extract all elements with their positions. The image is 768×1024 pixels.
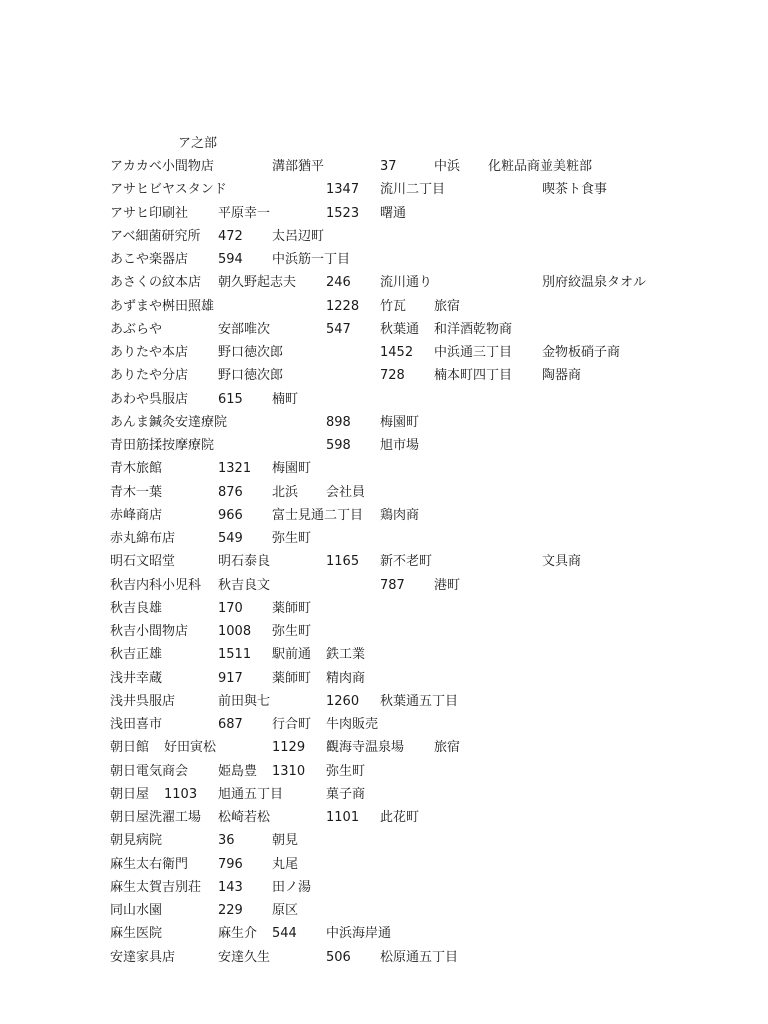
entry-field: 615 [218,391,243,407]
entry-field: 549 [218,531,243,546]
entry-field: 流川二丁目 [380,182,446,198]
list-item [0,808,768,831]
list-item [0,436,768,459]
entry-field: アベ細菌研究所 [110,228,201,244]
list-item [0,390,768,413]
entry-field: 796 [218,856,243,872]
entry-field: 1523 [326,205,360,221]
entry-field: 1129 [272,740,306,756]
list-item [0,715,768,738]
list-item [0,227,768,250]
list-item [0,320,768,343]
entry-field: 朝日館 [110,740,150,756]
list-item [0,924,768,947]
entry-field: 472 [218,228,243,244]
entry-field: 太呂辺町 [272,228,325,244]
entry-field: 37 [380,159,397,174]
entry-field: 別府絞温泉タオル [542,275,647,291]
entry-field: 966 [218,507,243,523]
entry-field: 富士見通二丁目 [272,507,364,523]
entry-field: 前田與七 [218,693,271,709]
entry-field: 917 [218,670,243,686]
entry-field: 文具商 [542,554,582,570]
entry-field: 行合町 [272,717,312,732]
list-item [0,599,768,622]
entry-field: 中浜 [434,159,461,174]
entry-field: あこや楽器店 [110,252,189,267]
entry-field: 原区 [272,903,299,918]
entry-field: 丸尾 [272,856,299,872]
entry-field: 陶器商 [542,368,582,384]
entry-field: 1452 [380,345,414,360]
list-item [0,529,768,552]
list-item [0,506,768,529]
entry-field: 安達久生 [218,949,271,965]
entry-field: 544 [272,926,297,942]
entry-field: 1347 [326,182,360,198]
directory-list [0,157,768,971]
entry-field: あんま鍼灸安達療院 [110,414,228,430]
entry-field: 化粧品商並美粧部 [488,159,593,174]
entry-field: 秋吉良雄 [110,600,163,616]
list-item [0,297,768,320]
entry-field: 1321 [218,461,252,477]
list-item [0,576,768,599]
entry-field: 麻生医院 [110,926,163,942]
entry-field: 246 [326,275,351,291]
list-item [0,413,768,436]
entry-field: アサヒ印刷社 [110,205,189,221]
entry-field: 中浜通三丁目 [434,345,513,360]
entry-field: 同山水園 [110,903,163,918]
list-item [0,204,768,227]
entry-field: 曙通 [380,205,407,221]
entry-field: 喫茶ト食事 [542,182,608,198]
list-item [0,901,768,924]
entry-field: 田ノ湯 [272,879,312,895]
list-item [0,459,768,482]
entry-field: 新不老町 [380,554,433,570]
entry-field: 1103 [164,786,198,802]
entry-field: 安達家具店 [110,949,176,965]
entry-field: 和洋酒乾物商 [434,321,513,337]
entry-field: 143 [218,879,243,895]
entry-field: 1310 [272,763,306,779]
entry-field: 229 [218,903,243,918]
entry-field: 松原通五丁目 [380,949,459,965]
entry-field: 朝見 [272,833,299,849]
entry-field: 梅園町 [380,414,420,430]
entry-field: 鉄工業 [326,647,366,663]
list-item [0,483,768,506]
entry-field: 1101 [326,810,360,825]
entry-field: 赤峰商店 [110,507,163,523]
entry-field: 朝見病院 [110,833,163,849]
entry-field: 1260 [326,693,360,709]
entry-field: 弥生町 [272,624,312,639]
entry-field: 898 [326,414,351,430]
entry-field: 朝日屋洗濯工場 [110,810,202,825]
entry-field: あずまや桝田照雄 [110,298,215,314]
entry-field: アサヒビヤスタンド [110,182,227,198]
list-item [0,692,768,715]
entry-field: 787 [380,577,405,593]
entry-field: 秋吉内科小児科 [110,577,202,593]
list-item [0,157,768,180]
list-item [0,738,768,761]
list-item [0,250,768,273]
entry-field: 旭通五丁目 [218,786,284,802]
entry-field: 野口徳次郎 [218,368,284,384]
entry-field: 港町 [434,577,461,593]
entry-field: 梅園町 [272,461,312,477]
entry-field: 中浜筋一丁目 [272,252,351,267]
entry-field: 秋吉良文 [218,577,271,593]
entry-field: 野口徳次郎 [218,345,284,360]
entry-field: ありたや本店 [110,345,189,360]
entry-field: 547 [326,321,351,337]
list-item [0,669,768,692]
entry-field: あわや呉服店 [110,391,189,407]
entry-field: 876 [218,484,243,500]
list-item [0,552,768,575]
list-item [0,366,768,389]
list-item [0,180,768,203]
entry-field: 728 [380,368,405,384]
section-heading: ア之部 [178,136,218,151]
entry-field: 駅前通 [272,647,312,663]
entry-field: 赤丸綿布店 [110,531,176,546]
entry-field: 中浜海岸通 [326,926,392,942]
list-item [0,855,768,878]
list-item [0,622,768,645]
entry-field: 松崎若松 [218,810,271,825]
entry-field: 旭市場 [380,438,420,453]
entry-field: 弥生町 [272,531,312,546]
entry-field: 溝部猶平 [272,159,325,174]
entry-field: 此花町 [380,810,420,825]
list-item [0,645,768,668]
entry-field: ありたや分店 [110,368,189,384]
entry-field: 朝久野起志夫 [218,275,297,291]
list-item [0,948,768,971]
entry-field: 楠本町四丁目 [434,368,513,384]
entry-field: 薬師町 [272,670,312,686]
entry-field: 浅井幸蔵 [110,670,163,686]
list-item [0,785,768,808]
entry-field: 浅田喜市 [110,717,163,732]
entry-field: 旅宿 [434,740,461,756]
entry-field: 浅井呉服店 [110,693,176,709]
entry-field: 安部唯次 [218,321,271,337]
entry-field: 薬師町 [272,600,312,616]
entry-field: 秋吉小間物店 [110,624,189,639]
entry-field: あぶらや [110,321,163,337]
entry-field: 竹瓦 [380,298,407,314]
entry-field: アカカベ小間物店 [110,159,214,174]
entry-field: 弥生町 [326,763,366,779]
list-item [0,273,768,296]
entry-field: 506 [326,949,351,965]
entry-field: 明石泰良 [218,554,271,570]
entry-field: 687 [218,717,243,732]
entry-field: 青木旅館 [110,461,163,477]
entry-field: 旅宿 [434,298,461,314]
entry-field: 1228 [326,298,360,314]
entry-field: 鶏肉商 [380,507,420,523]
entry-field: 金物板硝子商 [542,345,621,360]
entry-field: 姫島豊 [218,763,258,779]
entry-field: 秋吉正雄 [110,647,163,663]
list-item [0,831,768,854]
entry-field: 170 [218,600,243,616]
entry-field: 楠町 [272,391,299,407]
list-item [0,878,768,901]
entry-field: 菓子商 [326,786,366,802]
entry-field: 明石文昭堂 [110,554,176,570]
entry-field: 觀海寺温泉場 [326,740,405,756]
list-item [0,343,768,366]
entry-field: 1165 [326,554,360,570]
entry-field: 麻生太賀吉別荘 [110,879,202,895]
entry-field: 秋葉通 [380,321,420,337]
entry-field: 麻生介 [218,926,258,942]
entry-field: 会社員 [326,484,366,500]
entry-field: 秋葉通五丁目 [380,693,459,709]
entry-field: 麻生太右衛門 [110,856,189,872]
entry-field: 594 [218,252,243,267]
entry-field: 1511 [218,647,252,663]
entry-field: 好田寅松 [164,740,217,756]
entry-field: 精肉商 [326,670,366,686]
entry-field: 青田筋揉按摩療院 [110,438,215,453]
entry-field: 1008 [218,624,252,639]
entry-field: 36 [218,833,235,849]
entry-field: 牛肉販売 [326,717,379,732]
entry-field: 北浜 [272,484,299,500]
entry-field: 朝日電気商会 [110,763,189,779]
entry-field: 598 [326,438,351,453]
entry-field: 朝日屋 [110,786,150,802]
entry-field: 流川通り [380,275,433,291]
list-item [0,762,768,785]
entry-field: 平原幸一 [218,205,271,221]
entry-field: 青木一葉 [110,484,163,500]
entry-field: あさくの紋本店 [110,275,202,291]
